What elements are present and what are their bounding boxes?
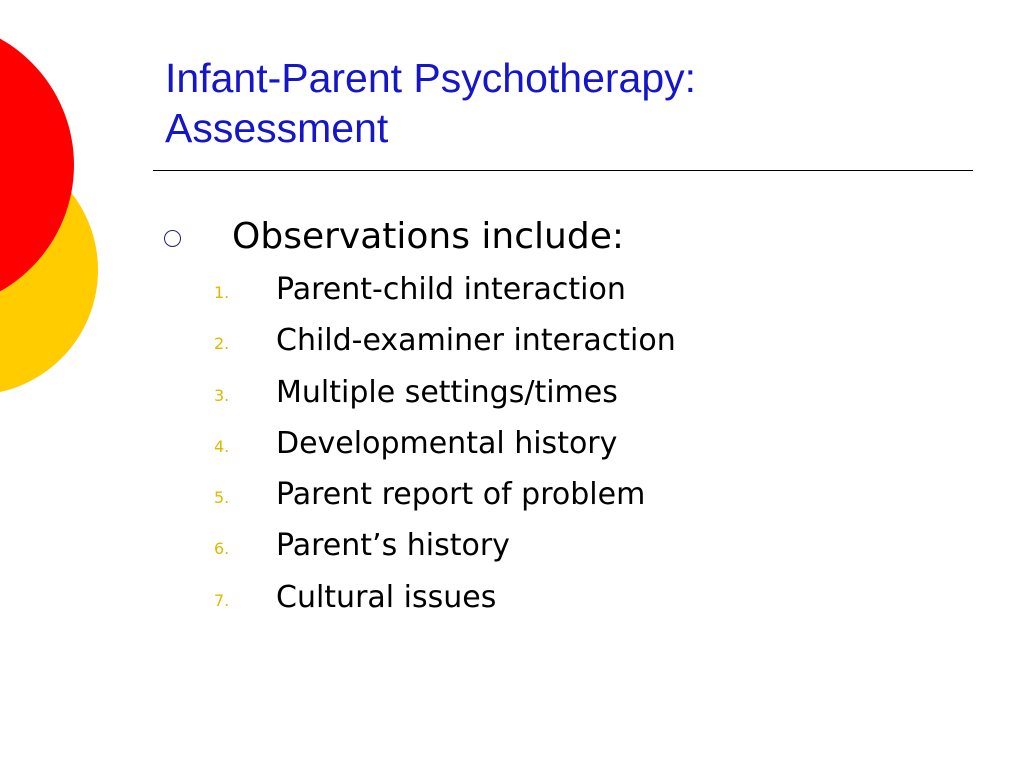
list-item-text: Developmental history xyxy=(276,425,618,461)
list-item-number: 4. xyxy=(214,436,230,456)
bullet-marker xyxy=(164,218,181,258)
list-item-text: Parent report of problem xyxy=(276,477,646,513)
list-item-text: Parent’s history xyxy=(276,528,510,564)
list-item-text: Multiple settings/times xyxy=(276,374,618,410)
list-item-number: 5. xyxy=(214,488,230,508)
bullet-text: Observations include: xyxy=(232,216,624,257)
list-item-text: Cultural issues xyxy=(276,579,497,615)
title-divider xyxy=(153,170,973,171)
list-item-number: 7. xyxy=(214,590,230,610)
list-item-text: Parent-child interaction xyxy=(276,272,626,307)
hollow-circle-bullet-icon xyxy=(164,230,181,247)
slide-title-line-2: Assessment xyxy=(165,105,389,151)
slide-title-line-1: Infant-Parent Psychotherapy: xyxy=(165,55,697,101)
list-item-text: Child-examiner interaction xyxy=(276,323,676,359)
list-item-number: 3. xyxy=(214,385,230,405)
list-item-number: 2. xyxy=(214,334,230,354)
list-item-number: 6. xyxy=(214,539,230,559)
list-item-number: 1. xyxy=(214,283,230,302)
slide-title xyxy=(165,53,965,153)
